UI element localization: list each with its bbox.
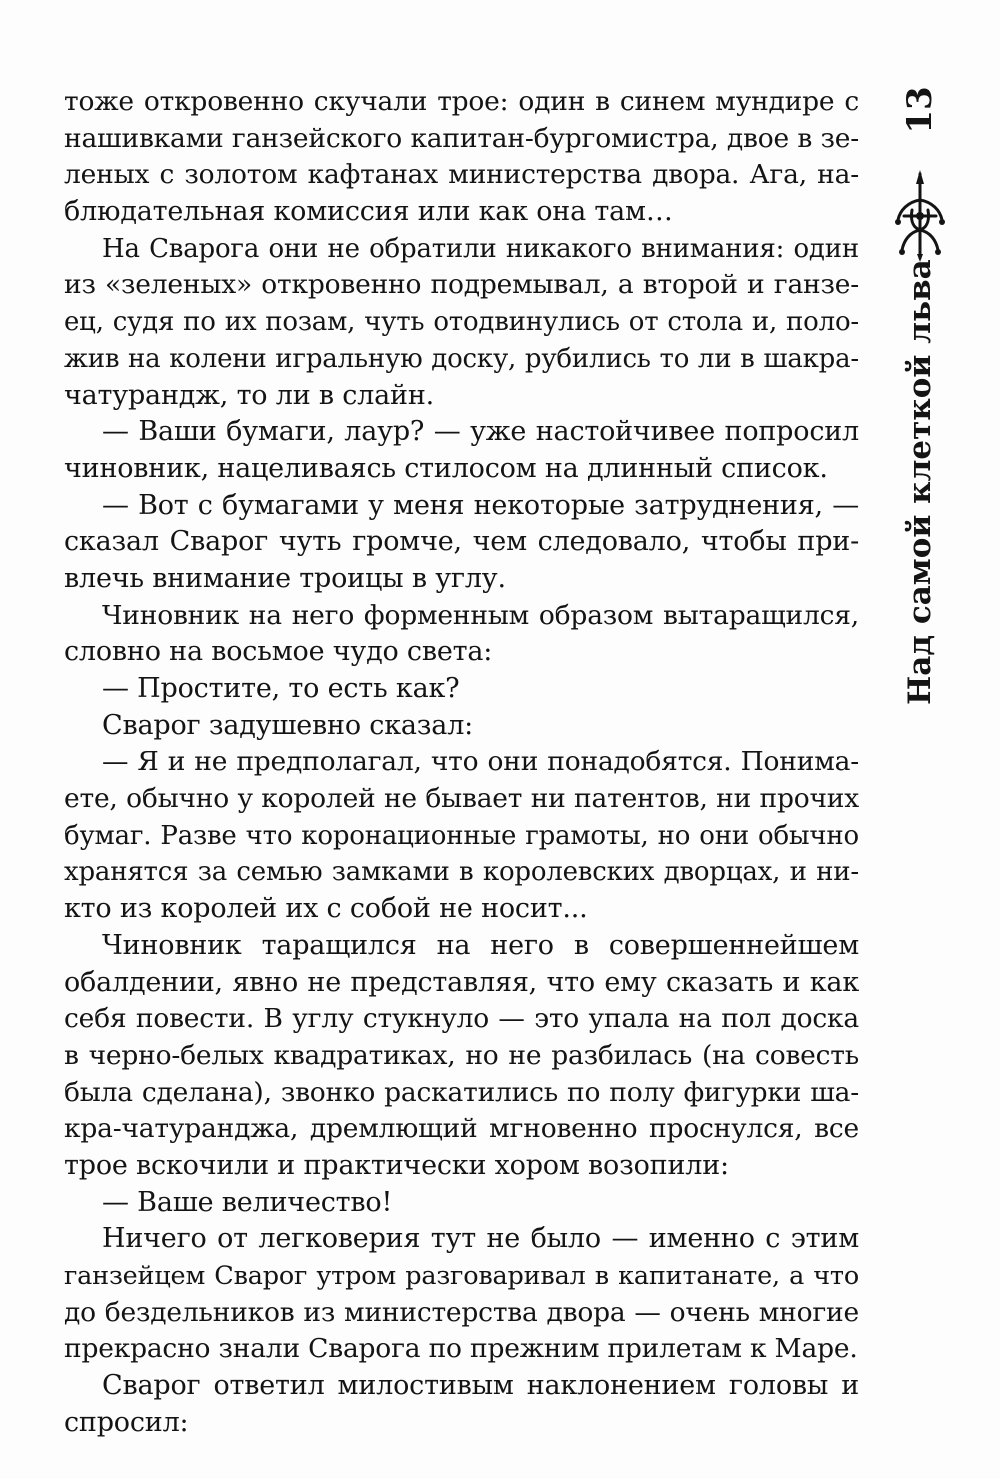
text-line: Сварог задушевно сказал: (102, 709, 474, 741)
text-line: На Сварога они не обратили никакого внимания: один (102, 233, 859, 264)
running-title-text: Над самой клеткой льва (902, 259, 938, 705)
text-line: ете, обычно у королей не бывает ни патентов, ни прочих (64, 783, 859, 815)
text-line: — Ваше величество! (102, 1186, 393, 1218)
text-line: — Ваши бумаги, лаур? — уже настойчивее попросил (102, 416, 859, 448)
text-line: влечь внимание троицы в углу. (64, 562, 506, 594)
text-line: жив на колени игральную доску, рубились то ли в шакра- (64, 343, 859, 374)
text-line: сказал Сварог чуть громче, чем следовало, чтобы при- (64, 526, 859, 558)
body-text (64, 84, 859, 1441)
text-line: обалдении, явно не представляя, что ему сказать и как (64, 966, 859, 998)
text-line: спросил: (64, 1406, 189, 1438)
text-line: Чиновник таращился на него в совершеннейшем (102, 929, 859, 961)
text-line: Сварог ответил милостивым наклонением головы и (102, 1370, 859, 1402)
text-line: леных с золотом кафтанах министерства двора. Ага, на- (64, 159, 859, 191)
text-line: кто из королей их с собой не носит... (64, 893, 588, 925)
text-line: тоже откровенно скучали трое: один в синем мундире с (64, 86, 859, 117)
text-line: была сделана), звонко раскатились по полу фигурки ша- (64, 1076, 859, 1108)
text-line: словно на восьмое чудо света: (64, 636, 493, 668)
text-line: — Я и не предполагал, что они понадобятся. Понима- (102, 746, 859, 778)
text-line: хранятся за семью замками в королевских дворцах, и ни- (64, 857, 859, 888)
text-line: кра-чатуранджа, дремлющий мгновенно проснулся, все (64, 1113, 859, 1145)
crossed-swords-ornament-icon (890, 170, 950, 262)
text-line: ец, судя по их позам, чуть отодвинулись от стола и, поло- (64, 307, 859, 338)
side-header (880, 0, 960, 1479)
text-line: Чиновник на него форменным образом вытаращился, (102, 599, 859, 631)
text-line: чиновник, нацеливаясь стилосом на длинный список. (64, 452, 828, 484)
text-line: из «зеленых» откровенно подремывал, а второй и ганзе- (64, 269, 859, 301)
text-line: бумаг. Разве что коронационные грамоты, но они обычно (64, 820, 859, 851)
text-line: себя повести. В углу стукнуло — это упала на пол доска (64, 1003, 859, 1035)
text-line: — Вот с бумагами у меня некоторые затруднения, — (102, 489, 859, 521)
text-line: прекрасно знали Сварога по прежним прилетам к Маре. (64, 1333, 858, 1365)
text-line: трое вскочили и практически хором возопили: (64, 1149, 729, 1181)
text-line: — Простите, то есть как? (102, 673, 460, 704)
text-line: Ничего от легковерия тут не было — именно с этим (102, 1223, 859, 1255)
page-number: 13 (900, 86, 940, 134)
text-line: нашивками ганзейского капитан-бургомистра, двое в зе- (64, 122, 859, 154)
text-line: в черно-белых квадратиках, но не разбилась (на совесть (64, 1039, 859, 1071)
text-line: до бездельников из министерства двора — очень многие (64, 1296, 859, 1328)
text-line: ганзейцем Сварог утром разговаривал в капитанате, а что (64, 1261, 859, 1291)
text-line: чатурандж, то ли в слайн. (64, 379, 435, 411)
text-line: блюдательная комиссия или как она там… (64, 196, 673, 228)
